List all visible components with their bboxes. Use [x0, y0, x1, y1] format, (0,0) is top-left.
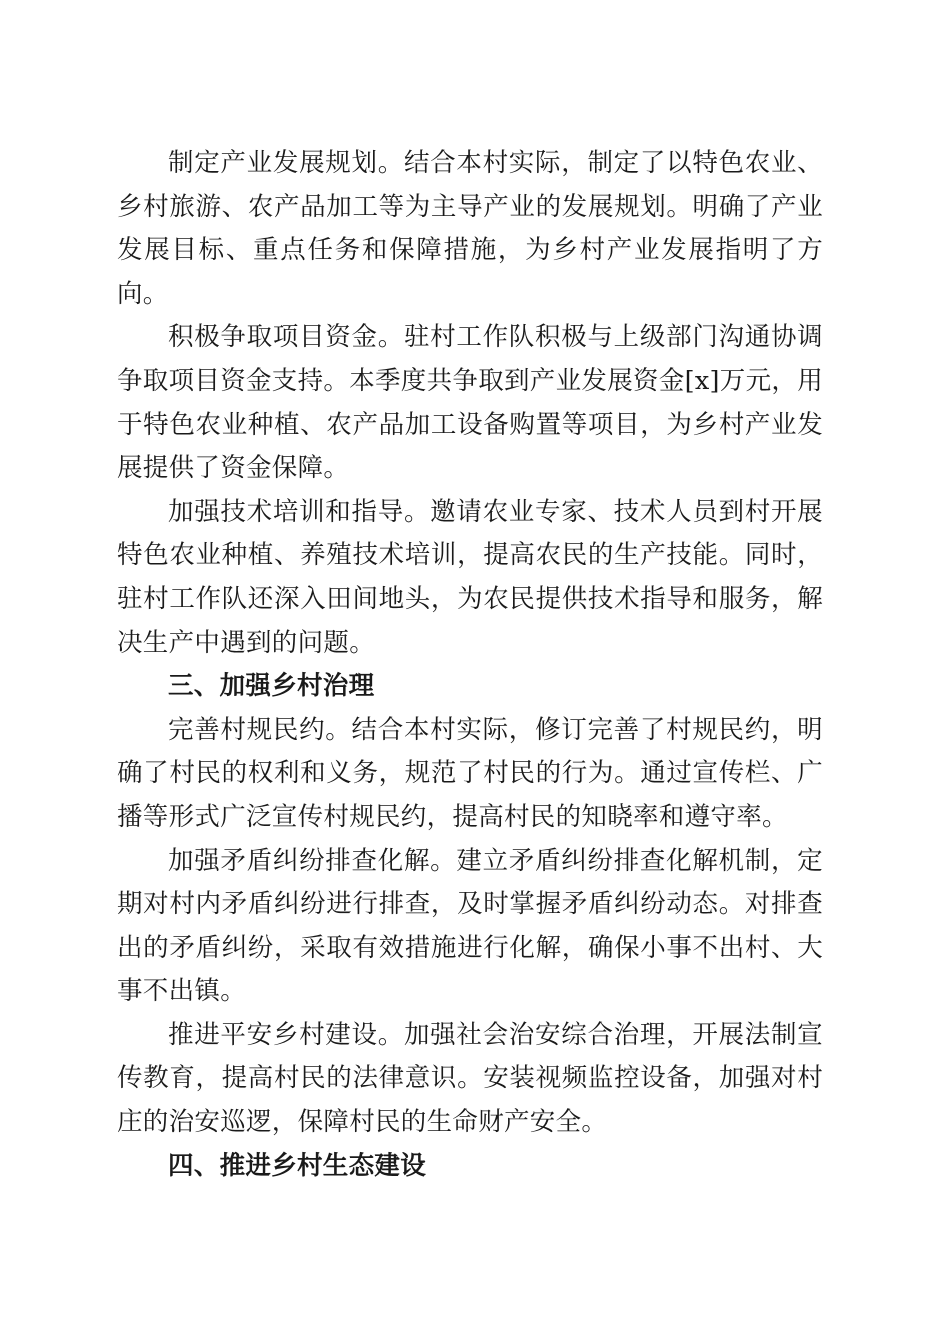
document-body: [117, 142, 823, 1188]
section-heading-ecological-construction: 四、推进乡村生态建设: [168, 1150, 427, 1181]
paragraph-village-rules: 完善村规民约。结合本村实际，修订完善了村规民约，明确了村民的权利和义务，规范了村民的行为。通过宣传栏、广播等形式广泛宣传村规民约，提高村民的知晓率和遵守率。: [117, 714, 823, 832]
paragraph-industry-planning: 制定产业发展规划。结合本村实际，制定了以特色农业、乡村旅游、农产品加工等为主导产业的发展规划。明确了产业发展目标、重点任务和保障措施，为乡村产业发展指明了方向。: [117, 148, 823, 309]
paragraph-dispute-resolution: 加强矛盾纠纷排查化解。建立矛盾纠纷排查化解机制，定期对村内矛盾纠纷进行排查，及时掌握矛盾纠纷动态。对排查出的矛盾纠纷，采取有效措施进行化解，确保小事不出村、大事不出镇。: [117, 845, 823, 1007]
paragraph-technical-training: 加强技术培训和指导。邀请农业专家、技术人员到村开展特色农业种植、养殖技术培训，提高农民的生产技能。同时，驻村工作队还深入田间地头，为农民提供技术指导和服务，解决生产中遇到的问题。: [117, 496, 823, 658]
paragraph-project-funding: 积极争取项目资金。驻村工作队积极与上级部门沟通协调争取项目资金支持。本季度共争取到产业发展资金[x]万元，用于特色农业种植、农产品加工设备购置等项目，为乡村产业发展提供了资金保障。: [117, 322, 823, 484]
paragraph-safe-village: 推进平安乡村建设。加强社会治安综合治理，开展法制宣传教育，提高村民的法律意识。安装视频监控设备，加强对村庄的治安巡逻，保障村民的生命财产安全。: [117, 1019, 823, 1138]
section-heading-rural-governance: 三、加强乡村治理: [168, 671, 375, 702]
